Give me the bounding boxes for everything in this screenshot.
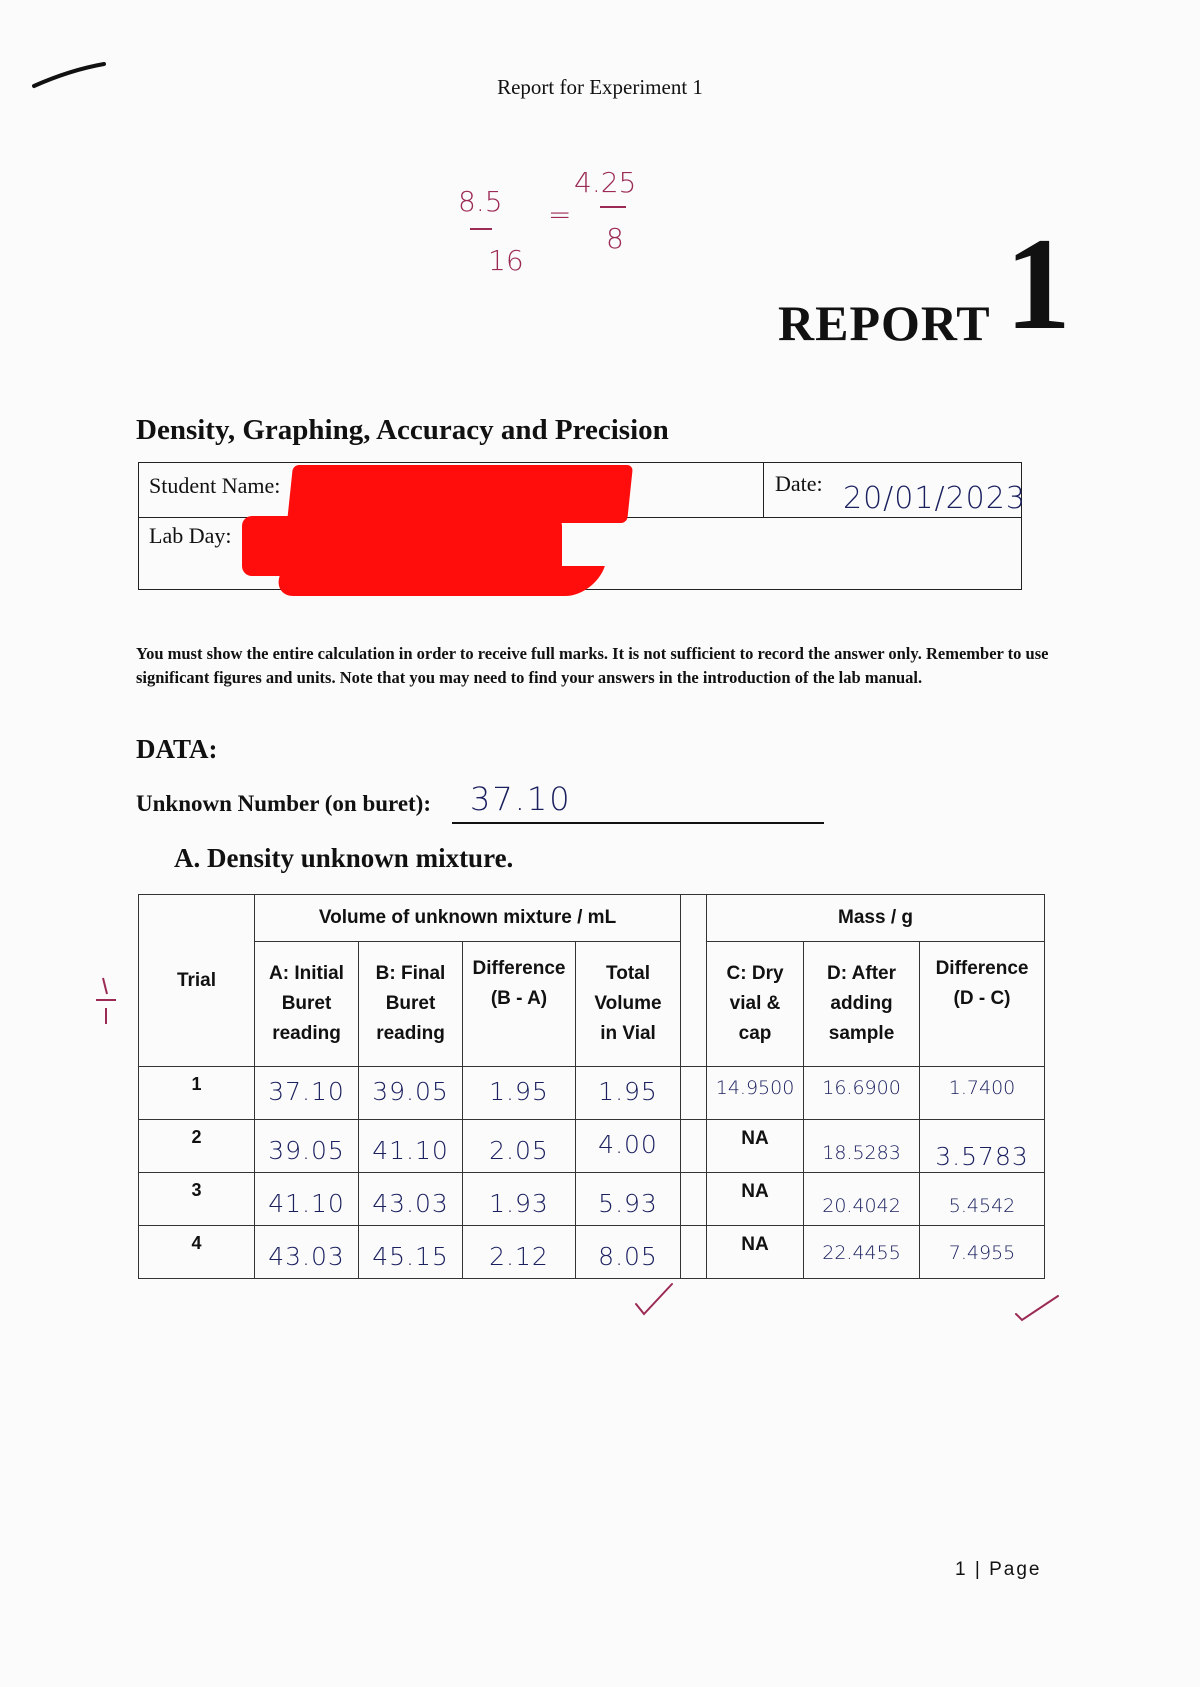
report-title: REPORT: [778, 295, 991, 351]
page-number: 1: [955, 1559, 968, 1580]
check-mark-mass: [1012, 1290, 1062, 1326]
lab-day-label: Lab Day:: [149, 523, 232, 548]
cell-a: 43.03: [268, 1242, 345, 1271]
page-label: | Page: [974, 1559, 1042, 1580]
info-divider-vertical: [763, 463, 764, 517]
experiment-subtitle: Density, Graphing, Accuracy and Precision: [136, 414, 669, 446]
cell-b: 39.05: [372, 1077, 449, 1106]
cell-diff-volume: 1.95: [489, 1077, 549, 1106]
cell-a: 41.10: [268, 1189, 345, 1218]
trial-header-cell: [139, 895, 255, 1067]
cell-diff-volume: 1.93: [489, 1189, 549, 1218]
col-header-total-volume: Total Volume in Vial: [576, 942, 681, 1067]
col-header-d: D: After adding sample: [804, 942, 920, 1067]
cell-b: 41.10: [372, 1136, 449, 1165]
cell-diff-mass: 1.7400: [948, 1077, 1016, 1099]
col-header-c: C: Dry vial & cap: [707, 942, 804, 1067]
cell-b: 45.15: [372, 1242, 449, 1271]
column-gap: [681, 895, 707, 1067]
cell-diff-volume: 2.12: [489, 1242, 549, 1271]
cell-a: 39.05: [268, 1136, 345, 1165]
cell-c: 14.9500: [715, 1077, 795, 1099]
check-mark-volume: [632, 1280, 678, 1320]
date-value: 20/01/2023: [843, 481, 1026, 516]
redaction-name: [287, 465, 633, 523]
trial-number: 1: [191, 1074, 202, 1094]
cell-d: 16.6900: [822, 1077, 901, 1099]
trial-number: 2: [191, 1127, 202, 1147]
running-header: Report for Experiment 1: [497, 75, 703, 99]
cell-c: NA: [741, 1128, 769, 1149]
cell-d: 18.5283: [822, 1142, 901, 1164]
cell-total-volume: 4.00: [598, 1130, 658, 1159]
grader-fraction-bar-right: [600, 206, 626, 208]
grader-fraction-right-den: 8: [606, 222, 624, 255]
col-header-diff-mass: Difference (D - C): [920, 942, 1045, 1067]
cell-b: 43.03: [372, 1189, 449, 1218]
grader-equals: =: [548, 198, 572, 231]
col-header-a: A: Initial Buret reading: [255, 942, 359, 1067]
cell-d: 22.4455: [822, 1242, 901, 1264]
cell-total-volume: 5.93: [598, 1189, 658, 1218]
volume-group-header: Volume of unknown mixture / mL: [255, 895, 681, 942]
grader-fraction-left-num: 8.5: [458, 185, 503, 218]
cell-diff-volume: 2.05: [489, 1136, 549, 1165]
cell-d: 20.4042: [822, 1195, 901, 1217]
density-data-table: [138, 894, 1045, 1279]
data-heading: DATA:: [136, 734, 218, 764]
section-a-title: A. Density unknown mixture.: [174, 843, 514, 873]
redaction-lab-day-tail: [273, 566, 605, 596]
instructions: You must show the entire calculation in order to receive full marks. It is not sufficient to record the answer only. Remember to use significant figures and units. Note that you may need to find your answers in the introduction of the lab manual.: [136, 644, 1049, 687]
column-gap: [681, 1226, 707, 1279]
cell-a: 37.10: [268, 1077, 345, 1106]
col-header-b: B: Final Buret reading: [359, 942, 463, 1067]
trial-number: 4: [191, 1233, 202, 1253]
unknown-number-line: [452, 822, 824, 824]
cell-diff-mass: 3.5783: [935, 1142, 1029, 1171]
grader-fraction-right-num: 4.25: [574, 166, 637, 199]
cell-c: NA: [741, 1181, 769, 1202]
unknown-number-label: Unknown Number (on buret):: [136, 791, 432, 816]
date-label: Date:: [775, 471, 823, 496]
table-row: [139, 1067, 1045, 1120]
grade-side-mark: [94, 974, 120, 1028]
unknown-number-value: 37.10: [470, 780, 572, 818]
grader-fraction-bar-left: [470, 228, 492, 230]
column-gap: [681, 1120, 707, 1173]
cell-total-volume: 1.95: [598, 1077, 658, 1106]
column-gap: [681, 1067, 707, 1120]
column-gap: [681, 1173, 707, 1226]
grader-fraction-left-den: 16: [488, 244, 524, 277]
table-row: [139, 1173, 1045, 1226]
table-row: [139, 1120, 1045, 1173]
table-row: [139, 1226, 1045, 1279]
report-number: 1: [1005, 210, 1071, 357]
student-name-label: Student Name:: [149, 473, 281, 498]
cell-diff-mass: 5.4542: [948, 1195, 1016, 1217]
cell-c: NA: [741, 1234, 769, 1255]
page-footer: [955, 1559, 1041, 1581]
cell-diff-mass: 7.4955: [948, 1242, 1016, 1264]
col-header-diff-volume: Difference (B - A): [463, 942, 576, 1067]
mass-group-header: Mass / g: [707, 895, 1045, 942]
cell-total-volume: 8.05: [598, 1242, 658, 1271]
trial-number: 3: [191, 1180, 202, 1200]
trial-header: Trial: [176, 969, 217, 991]
